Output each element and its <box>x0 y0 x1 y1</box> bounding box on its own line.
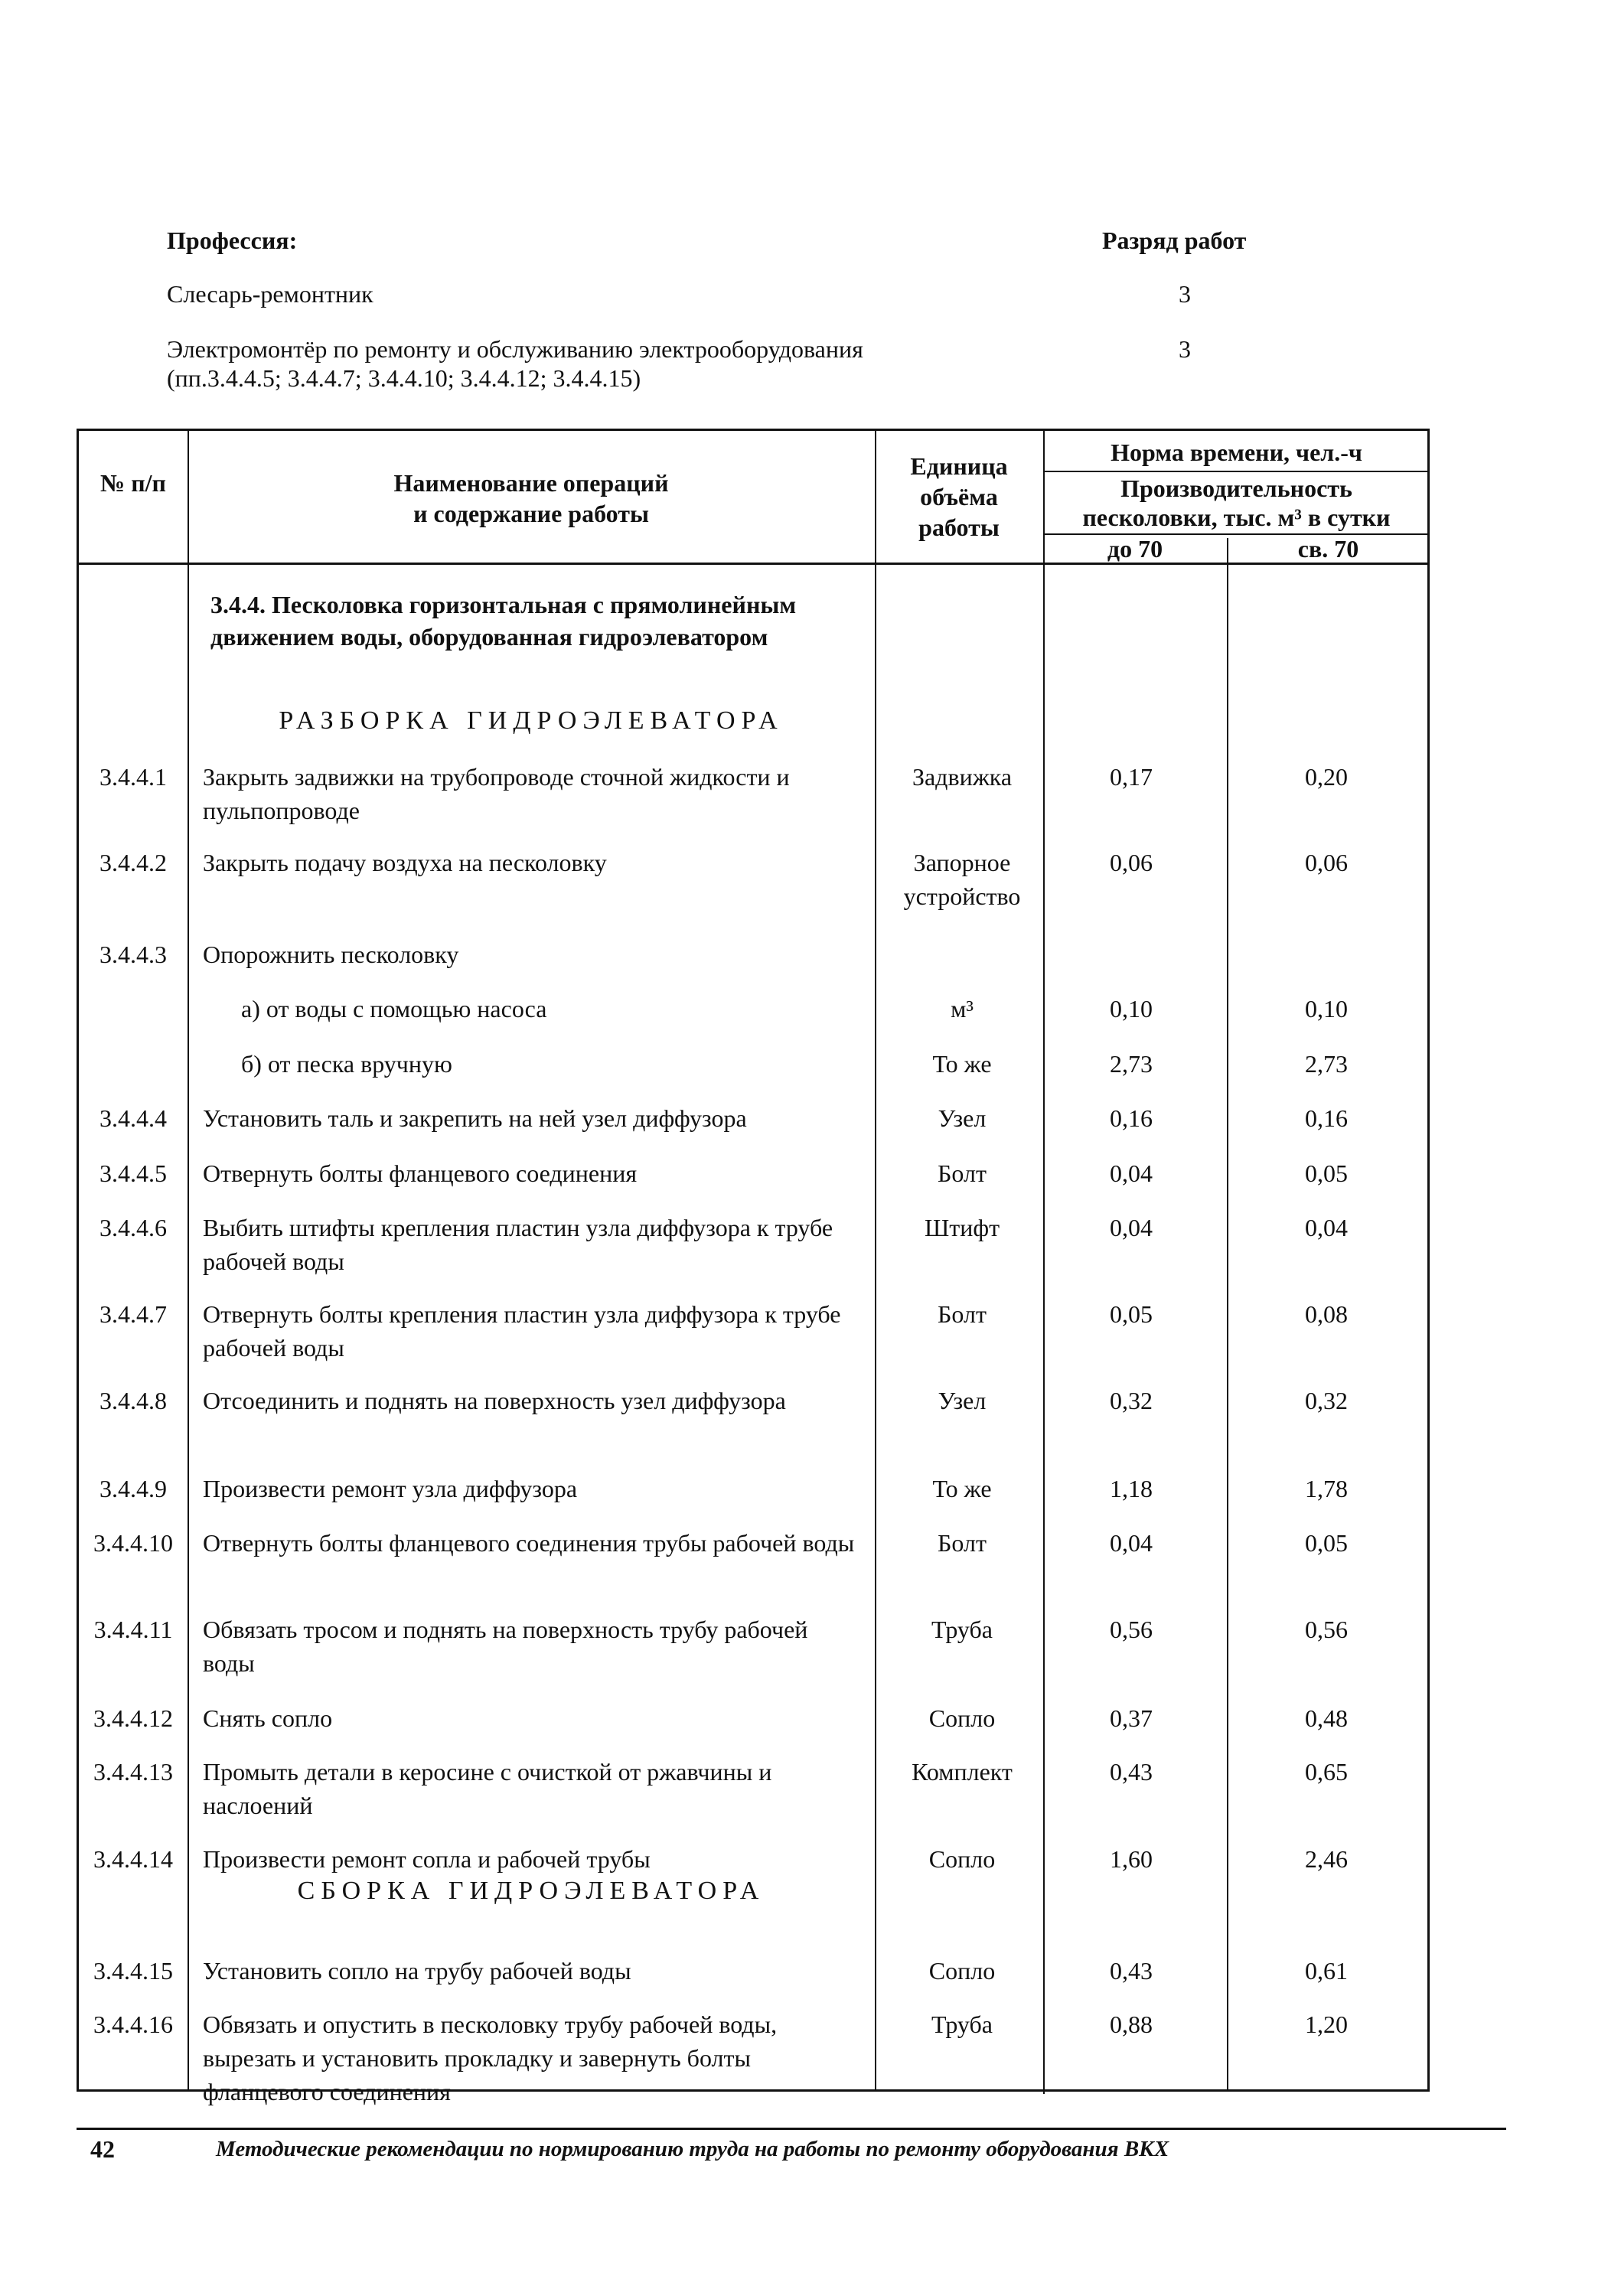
row-value-over-70: 0,56 <box>1305 1616 1348 1643</box>
row-description: б) от песка вручную <box>241 1050 452 1078</box>
footer-rule <box>77 2128 1506 2130</box>
worker-rank-2: 3 <box>1179 335 1191 363</box>
row-description: Отвернуть болты фланцевого соединения трубы рабочей воды <box>203 1529 855 1557</box>
row-description: а) от воды с помощью насоса <box>241 995 547 1022</box>
col-name-header-1: Наименование операций <box>393 469 669 497</box>
col-unit-header: Единица объёма работы <box>910 452 1008 541</box>
row-value-up-to-70: 0,04 <box>1110 1159 1153 1187</box>
row-value-up-to-70: 2,73 <box>1110 1050 1153 1078</box>
row-value-over-70: 0,10 <box>1305 995 1348 1022</box>
row-description: Обвязать тросом и поднять на поверхность трубу рабочей воды <box>203 1616 808 1677</box>
row-unit: Запорное устройство <box>903 849 1021 910</box>
row-description: Снять сопло <box>203 1704 333 1732</box>
row-unit: Сопло <box>928 1845 996 1873</box>
row-value-over-70: 1,78 <box>1305 1475 1348 1502</box>
row-description: Опорожнить песколовку <box>203 941 459 968</box>
row-value-up-to-70: 0,88 <box>1110 2011 1153 2038</box>
worker-note-2: (пп.3.4.4.5; 3.4.4.7; 3.4.4.10; 3.4.4.12; 3.4.4.15) <box>167 364 641 392</box>
row-number: 3.4.4.8 <box>99 1387 167 1414</box>
row-description: Закрыть подачу воздуха на песколовку <box>203 849 607 876</box>
row-number: 3.4.4.16 <box>93 2011 173 2038</box>
col-v2-header: св. 70 <box>1297 535 1359 563</box>
row-value-over-70: 0,48 <box>1305 1704 1348 1732</box>
row-value-up-to-70: 0,16 <box>1110 1104 1153 1132</box>
worker-name-1: Слесарь-ремонтник <box>167 280 373 308</box>
row-description: Отсоединить и поднять на поверхность узел диффузора <box>203 1387 786 1414</box>
row-value-up-to-70: 0,04 <box>1110 1529 1153 1557</box>
row-number: 3.4.4.10 <box>93 1529 173 1557</box>
row-value-over-70: 0,04 <box>1305 1214 1348 1241</box>
row-number: 3.4.4.4 <box>99 1104 167 1132</box>
row-value-over-70: 0,05 <box>1305 1529 1348 1557</box>
row-unit: Комплект <box>912 1758 1013 1786</box>
row-unit: То же <box>932 1475 992 1502</box>
row-number: 3.4.4.3 <box>99 941 167 968</box>
row-value-up-to-70: 0,43 <box>1110 1758 1153 1786</box>
row-description: Выбить штифты крепления пластин узла диффузора к трубе рабочей воды <box>203 1214 833 1275</box>
row-value-up-to-70: 1,60 <box>1110 1845 1153 1873</box>
row-description: Промыть детали в керосине с очисткой от ржавчины и наслоений <box>203 1758 772 1819</box>
subsection-disassembly: РАЗБОРКА ГИДРОЭЛЕВАТОРА <box>279 706 784 735</box>
row-number: 3.4.4.2 <box>99 849 167 876</box>
row-unit: Узел <box>938 1387 987 1414</box>
row-description: Отвернуть болты крепления пластин узла диффузора к трубе рабочей воды <box>203 1300 841 1362</box>
row-value-up-to-70: 0,05 <box>1110 1300 1153 1328</box>
row-description: Произвести ремонт сопла и рабочей трубы <box>203 1845 651 1873</box>
row-value-up-to-70: 0,17 <box>1110 763 1153 791</box>
col-norm-header: Норма времени, чел.-ч <box>1111 439 1362 466</box>
row-unit: Штифт <box>924 1214 1000 1241</box>
row-value-over-70: 0,05 <box>1305 1159 1348 1187</box>
row-number: 3.4.4.7 <box>99 1300 167 1328</box>
row-value-over-70: 0,61 <box>1305 1957 1348 1985</box>
row-value-over-70: 1,20 <box>1305 2011 1348 2038</box>
row-value-over-70: 0,32 <box>1305 1387 1348 1414</box>
row-value-over-70: 2,46 <box>1305 1845 1348 1873</box>
col-v1-header: до 70 <box>1107 535 1163 563</box>
row-number: 3.4.4.11 <box>93 1616 173 1643</box>
row-value-up-to-70: 0,32 <box>1110 1387 1153 1414</box>
col-perf-header: Производительность песколовки, тыс. м³ в сутки <box>1082 475 1391 531</box>
section-title: 3.4.4. Песколовка горизонтальная с прямолинейным движением воды, оборудованная гидроэлеватором <box>210 591 797 651</box>
row-value-up-to-70: 0,06 <box>1110 849 1153 876</box>
row-unit: Задвижка <box>912 763 1013 791</box>
row-number: 3.4.4.1 <box>99 763 167 791</box>
row-unit: Болт <box>938 1159 987 1187</box>
row-unit: м³ <box>951 995 974 1022</box>
page-number: 42 <box>90 2135 115 2163</box>
row-unit: То же <box>932 1050 992 1078</box>
col-name-header-2: и содержание работы <box>413 500 649 527</box>
row-number: 3.4.4.15 <box>93 1957 173 1985</box>
row-description: Обвязать и опустить в песколовку трубу рабочей воды, вырезать и установить прокладку и завернуть болты фланцевого соединения <box>203 2011 778 2105</box>
footer-title: Методические рекомендации по нормированию труда на работы по ремонту оборудования ВКХ <box>216 2137 1169 2161</box>
row-number: 3.4.4.14 <box>93 1845 173 1873</box>
subsection-assembly: СБОРКА ГИДРОЭЛЕВАТОРА <box>297 1877 765 1905</box>
row-unit: Болт <box>938 1529 987 1557</box>
row-value-up-to-70: 0,56 <box>1110 1616 1153 1643</box>
row-unit: Труба <box>931 2011 993 2038</box>
row-unit: Болт <box>938 1300 987 1328</box>
row-description: Отвернуть болты фланцевого соединения <box>203 1159 638 1187</box>
worker-rank-1: 3 <box>1179 280 1191 308</box>
row-number: 3.4.4.9 <box>99 1475 167 1502</box>
row-value-over-70: 0,06 <box>1305 849 1348 876</box>
norms-table <box>77 429 1430 2105</box>
row-value-over-70: 0,65 <box>1305 1758 1348 1786</box>
row-value-up-to-70: 0,43 <box>1110 1957 1153 1985</box>
row-number: 3.4.4.13 <box>93 1758 173 1786</box>
row-unit: Узел <box>938 1104 987 1132</box>
row-value-up-to-70: 0,10 <box>1110 995 1153 1022</box>
profession-label: Профессия: <box>167 227 298 254</box>
row-unit: Сопло <box>928 1957 996 1985</box>
row-value-up-to-70: 0,04 <box>1110 1214 1153 1241</box>
row-number: 3.4.4.12 <box>93 1704 173 1732</box>
row-value-up-to-70: 1,18 <box>1110 1475 1153 1502</box>
row-unit: Труба <box>931 1616 993 1643</box>
row-number: 3.4.4.6 <box>99 1214 167 1241</box>
col-num-header: № п/п <box>100 469 166 497</box>
row-number: 3.4.4.5 <box>99 1159 167 1187</box>
worker-name-2: Электромонтёр по ремонту и обслуживанию электрооборудования <box>167 335 863 363</box>
row-value-over-70: 0,20 <box>1305 763 1348 791</box>
row-description: Установить таль и закрепить на ней узел диффузора <box>203 1104 747 1132</box>
row-description: Произвести ремонт узла диффузора <box>203 1475 578 1502</box>
row-description: Закрыть задвижки на трубопроводе сточной жидкости и пульпопроводе <box>203 763 790 824</box>
row-value-over-70: 0,08 <box>1305 1300 1348 1328</box>
row-description: Установить сопло на трубу рабочей воды <box>203 1957 631 1985</box>
row-value-over-70: 2,73 <box>1305 1050 1348 1078</box>
row-unit: Сопло <box>928 1704 996 1732</box>
row-value-up-to-70: 0,37 <box>1110 1704 1153 1732</box>
row-value-over-70: 0,16 <box>1305 1104 1348 1132</box>
rank-label: Разряд работ <box>1102 227 1247 254</box>
